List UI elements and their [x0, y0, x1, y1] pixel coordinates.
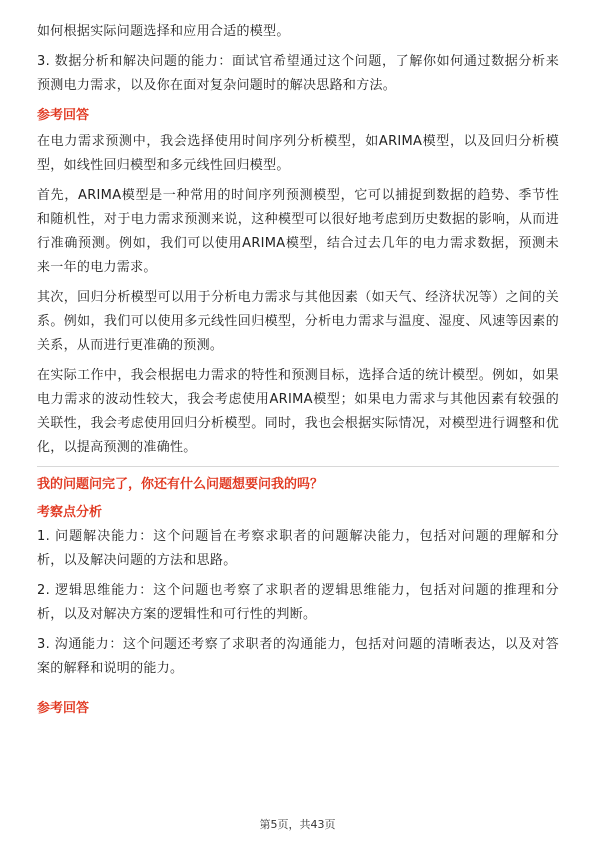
- answer-paragraph: 在实际工作中，我会根据电力需求的特性和预测目标，选择合适的统计模型。例如，如果电力需求的波动性较大，我会考虑使用ARIMA模型；如果电力需求与其他因素有较强的关联性，我会考虑使用回归分析模型。同时，我也会根据实际情况，对模型进行调整和优化，以提高预测的准确性。: [37, 368, 559, 455]
- analysis-item: 2. 逻辑思维能力：这个问题也考察了求职者的逻辑思维能力，包括对问题的推理和分析，以及对解决方案的逻辑性和可行性的判断。: [37, 583, 559, 622]
- exam-point-3: 3. 数据分析和解决问题的能力：面试官希望通过这个问题，了解你如何通过数据分析来预测电力需求，以及你在面对复杂问题时的解决思路和方法。: [37, 54, 559, 93]
- section-divider: [37, 466, 559, 467]
- analysis-item: 1. 问题解决能力：这个问题旨在考察求职者的问题解决能力，包括对问题的理解和分析，以及解决问题的方法和思路。: [37, 529, 559, 568]
- analysis-heading: 考察点分析: [37, 505, 103, 520]
- document-page: [37, 20, 559, 721]
- answer-paragraph: 首先，ARIMA模型是一种常用的时间序列预测模型，它可以捕捉到数据的趋势、季节性和随机性，对于电力需求预测来说，这种模型可以很好地考虑到历史数据的影响，从而进行准确预测。例如，我们可以使用ARIMA模型，结合过去几年的电力需求数据，预测未来一年的电力需求。: [37, 188, 559, 275]
- continuation-text: 如何根据实际问题选择和应用合适的模型。: [37, 24, 290, 39]
- reference-answer-heading-2: 参考回答: [37, 701, 90, 716]
- question-title: 我的问题问完了，你还有什么问题想要问我的吗？: [37, 477, 324, 492]
- reference-answer-heading: 参考回答: [37, 108, 90, 123]
- analysis-item: 3. 沟通能力：这个问题还考察了求职者的沟通能力，包括对问题的清晰表达，以及对答案的解释和说明的能力。: [37, 637, 559, 676]
- answer-paragraph: 其次，回归分析模型可以用于分析电力需求与其他因素（如天气、经济状况等）之间的关系。例如，我们可以使用多元线性回归模型，分析电力需求与温度、湿度、风速等因素的关系，从而进行更准确的预测。: [37, 290, 559, 353]
- answer-paragraph: 在电力需求预测中，我会选择使用时间序列分析模型，如ARIMA模型，以及回归分析模型，如线性回归模型和多元线性回归模型。: [37, 134, 559, 173]
- page-number-footer: 第5页，共43页: [259, 818, 336, 831]
